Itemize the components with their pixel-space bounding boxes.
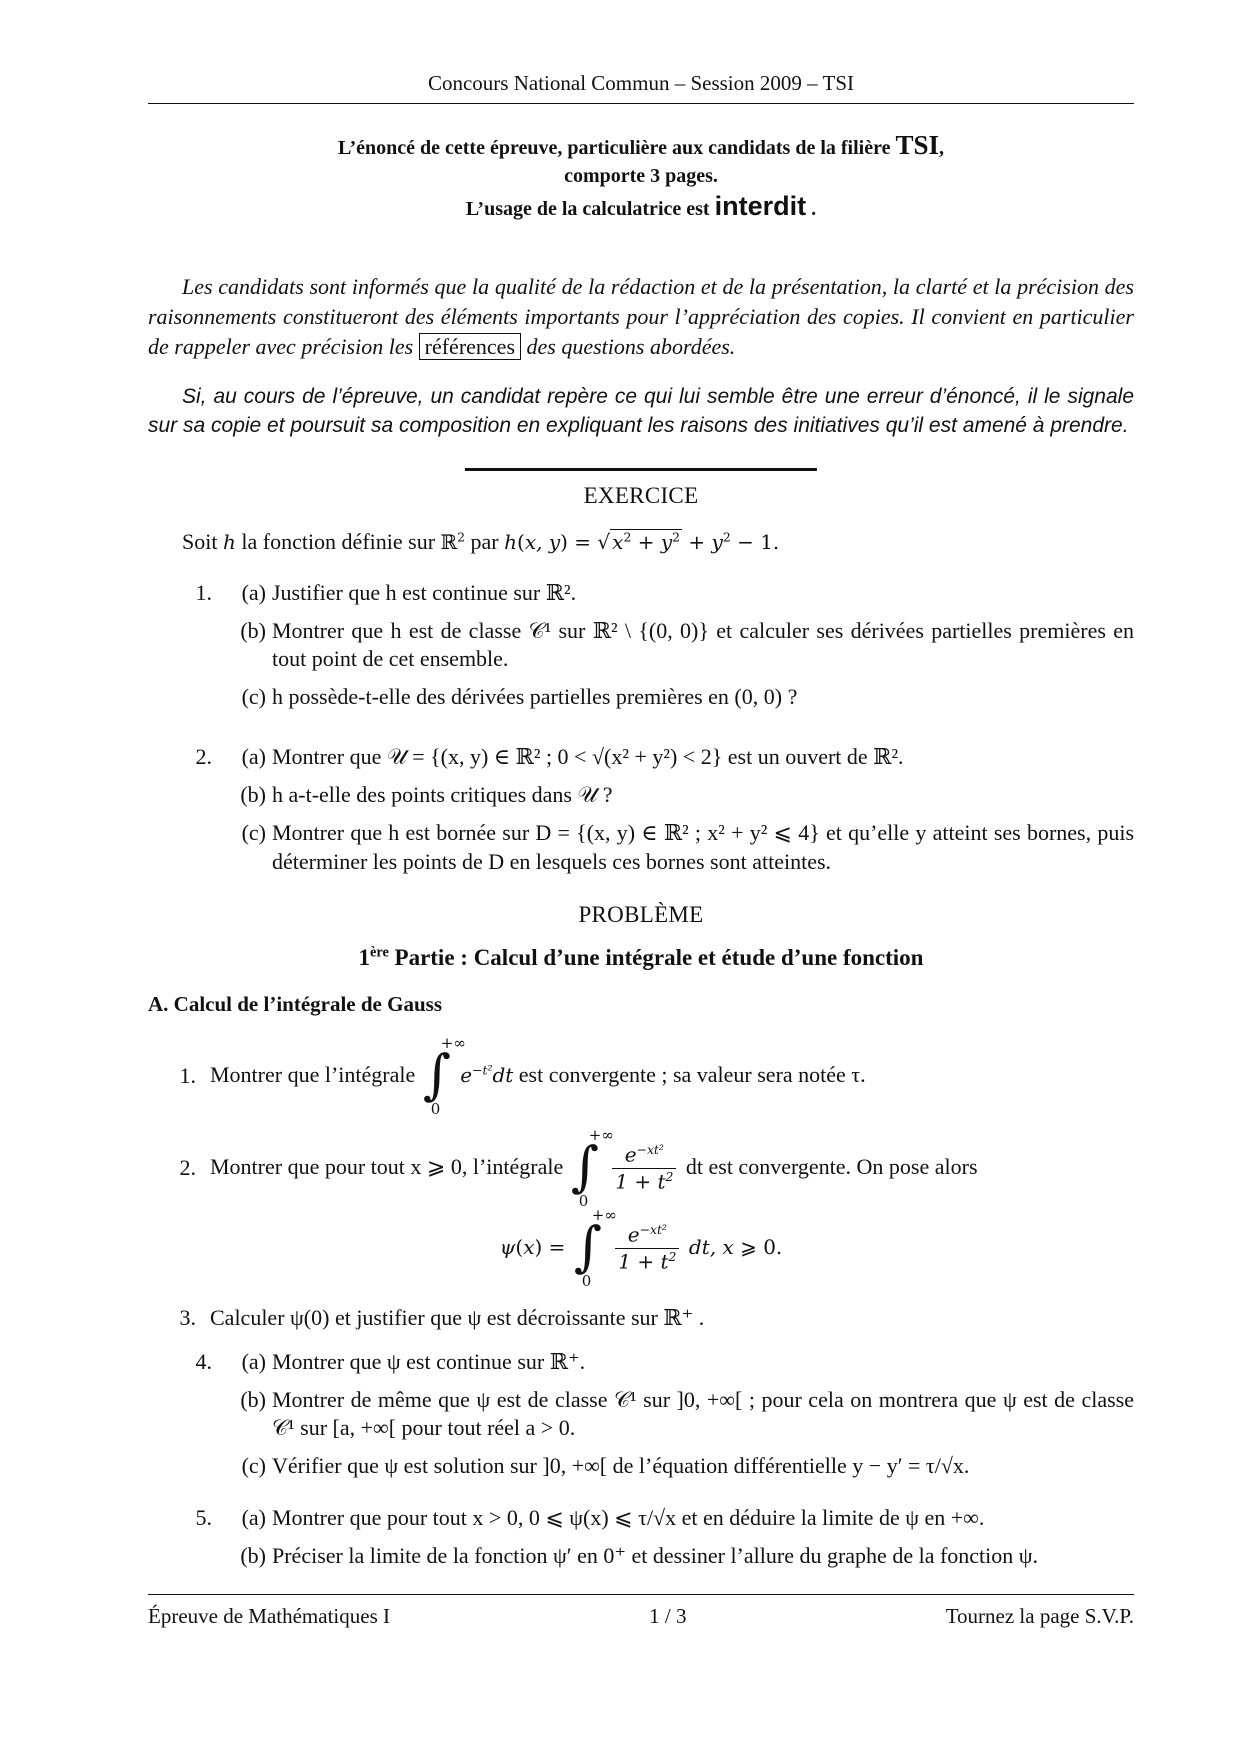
part-title [148, 943, 1134, 972]
sub-text: Justifier que h est continue sur ℝ². [272, 579, 577, 605]
sub-text: Montrer que ψ est continue sur ℝ⁺. [272, 1348, 586, 1374]
integral-symbol: ∫ +∞ 0 [422, 1033, 466, 1119]
exercice-title: EXERCICE [583, 482, 699, 508]
probleme-question-5 [148, 1504, 1134, 1580]
sub-text: Montrer que h est de classe 𝒞¹ sur ℝ² \ {(0, 0)} et calculer ses dérivées partielles premières en tout point de cet ensemble. [272, 617, 1134, 671]
instructions-text: Si, au cours de l’épreuve, un candidat repère ce qui lui semble être une erreur d’énoncé, il le signale sur sa copie et poursuit sa composition en expliquant les raisons des initiatives qu’il est amené à prendre. [148, 385, 1134, 437]
section-a-title: A. Calcul de l’intégrale de Gauss [148, 991, 442, 1016]
exercice-question-2 [148, 743, 1134, 886]
question-text: est convergente ; sa valeur sera notée τ. [518, 1061, 866, 1087]
question-number: 2. [195, 744, 212, 770]
calculator-forbidden: interdit [714, 191, 807, 222]
question-5b [226, 1542, 1134, 1570]
math-h: h [222, 530, 236, 555]
question-text: Calculer ψ(0) et justifier que ψ est décroissante sur ℝ⁺ . [210, 1304, 705, 1330]
question-number: 5. [195, 1505, 212, 1531]
sub-label: (b) [240, 1543, 266, 1569]
question-4a [226, 1348, 1134, 1376]
sub-text: Préciser la limite de la fonction ψ′ en 0⁺ et dessiner l’allure du graphe de la fonction ψ. [272, 1543, 1039, 1569]
page-footer [148, 1594, 1134, 1630]
sub-label: (c) [241, 1453, 266, 1479]
intro-text: . [806, 198, 817, 221]
instructions-paragraph-2 [148, 383, 1134, 440]
page-count: comporte 3 pages. [564, 165, 718, 188]
instructions-text: Les candidats sont informés que la qualité de la rédaction et de la présentation, la clarté et la précision des raisonnements constitueront des éléments importants pour l’appréciation des copies. Il convient en particulier de rappeler avec précision les [148, 274, 1134, 359]
sub-label: (c) [241, 684, 266, 709]
question-number: 2. [179, 1155, 196, 1181]
footer-subject: Épreuve de Mathématiques I [148, 1604, 390, 1628]
question-1a [226, 579, 1134, 607]
exercice-intro: Soit h la fonction définie sur ℝ$^2$ par h(x, y) = √ $x^2 + y^2 + y^2 - 1$. [182, 529, 780, 555]
probleme-question-4 [148, 1348, 1134, 1491]
text: par [465, 529, 505, 555]
filiere-name: TSI [895, 130, 940, 160]
sub-text: h possède-t-elle des dérivées partielles premières en (0, 0) ? [272, 684, 798, 709]
question-text: Montrer que pour tout x ⩾ 0, l’intégrale [210, 1153, 564, 1179]
sub-label: (a) [241, 579, 266, 605]
question-number: 1. [195, 579, 212, 605]
instructions-text: des questions abordées. [526, 333, 736, 359]
part-number: 1 [358, 945, 371, 971]
question-4b [226, 1386, 1134, 1442]
sub-label: (a) [241, 1348, 266, 1374]
math-r2: ℝ$^2$ [440, 529, 466, 555]
sub-text: Montrer de même que ψ est de classe 𝒞¹ sur ]0, +∞[ ; pour cela on montrera que ψ est de classe 𝒞¹ sur [a, +∞[ pour tout réel a > 0. [272, 1386, 1134, 1440]
math-fraction: $\frac{e^{-xt^2}}{1 + t^2}$ [612, 1142, 676, 1196]
question-2a [226, 743, 1134, 771]
question-number: 4. [195, 1348, 212, 1374]
sub-label: (b) [240, 617, 266, 643]
sub-label: (a) [241, 1505, 266, 1531]
text: la fonction définie sur [235, 529, 441, 555]
sub-label: (b) [240, 782, 266, 808]
instructions-paragraph-1 [148, 272, 1134, 361]
page-header: Concours National Commun – Session 2009 – TSI [148, 70, 1134, 104]
question-text: dt est convergente. On pose alors [685, 1153, 978, 1179]
part-sup: ère [370, 944, 389, 961]
exercice-question-1 [148, 579, 1134, 722]
part-title-text: Partie : Calcul d’une intégrale et étude d’une fonction [388, 945, 924, 971]
probleme-title: PROBLÈME [578, 901, 704, 927]
intro-text: , [939, 137, 945, 159]
page-number: 1 / 3 [649, 1604, 687, 1628]
section-divider [465, 468, 817, 471]
sub-text: h a-t-elle des points critiques dans 𝒰 ? [272, 782, 613, 808]
probleme-question-2 [148, 1125, 1134, 1211]
footer-turn-page: Tournez la page S.V.P. [945, 1604, 1134, 1628]
text: Soit [182, 529, 223, 555]
probleme-question-1 [148, 1033, 1134, 1119]
math-function-def: h [504, 530, 518, 555]
question-2b [226, 781, 1134, 809]
sub-label: (b) [240, 1386, 266, 1412]
intro-text: L’énoncé de cette épreuve, particulière aux candidats de la filière [337, 137, 896, 159]
integral-symbol: ∫ +∞ 0 [573, 1205, 617, 1291]
question-text: Montrer que l’intégrale [210, 1061, 416, 1087]
question-2c [226, 819, 1134, 875]
references-box: références [419, 333, 521, 360]
question-5a [226, 1504, 1134, 1532]
exam-intro [148, 128, 1134, 224]
page-content [148, 128, 1134, 1581]
calculator-rule: L’usage de la calculatrice est [465, 198, 715, 221]
probleme-question-3 [148, 1304, 1134, 1332]
question-1b [226, 617, 1134, 673]
sub-text: Montrer que pour tout x > 0, 0 ⩽ ψ(x) ⩽ τ/√x et en déduire la limite de ψ en +∞. [272, 1505, 985, 1531]
sub-text: Montrer que h est bornée sur D = {(x, y) ∈ ℝ² ; x² + y² ⩽ 4} et qu’elle y atteint ses bornes, puis déterminer les points de D en lesquels ces bornes sont atteintes. [272, 820, 1134, 874]
question-number: 1. [179, 1063, 196, 1089]
question-1c [226, 683, 1134, 711]
sub-label: (a) [241, 744, 266, 770]
psi-definition: ψ(x) = ∫ +∞ 0 $\frac{e^{-xt^2}}{1 + t^2}$ dt, x ⩾ 0. [499, 1205, 783, 1291]
sub-text: Vérifier que ψ est solution sur ]0, +∞[ de l’équation différentielle y − y′ = τ/√x. [272, 1453, 970, 1479]
question-number: 3. [179, 1304, 196, 1330]
sub-label: (c) [241, 820, 266, 846]
math-gauss-integrand: $e^{-t^2}dt$ [460, 1061, 514, 1087]
sub-text: Montrer que 𝒰 = {(x, y) ∈ ℝ² ; 0 < √(x² + y²) < 2} est un ouvert de ℝ². [272, 744, 904, 770]
question-4c [226, 1452, 1134, 1480]
integral-symbol: ∫ +∞ 0 [570, 1125, 614, 1211]
